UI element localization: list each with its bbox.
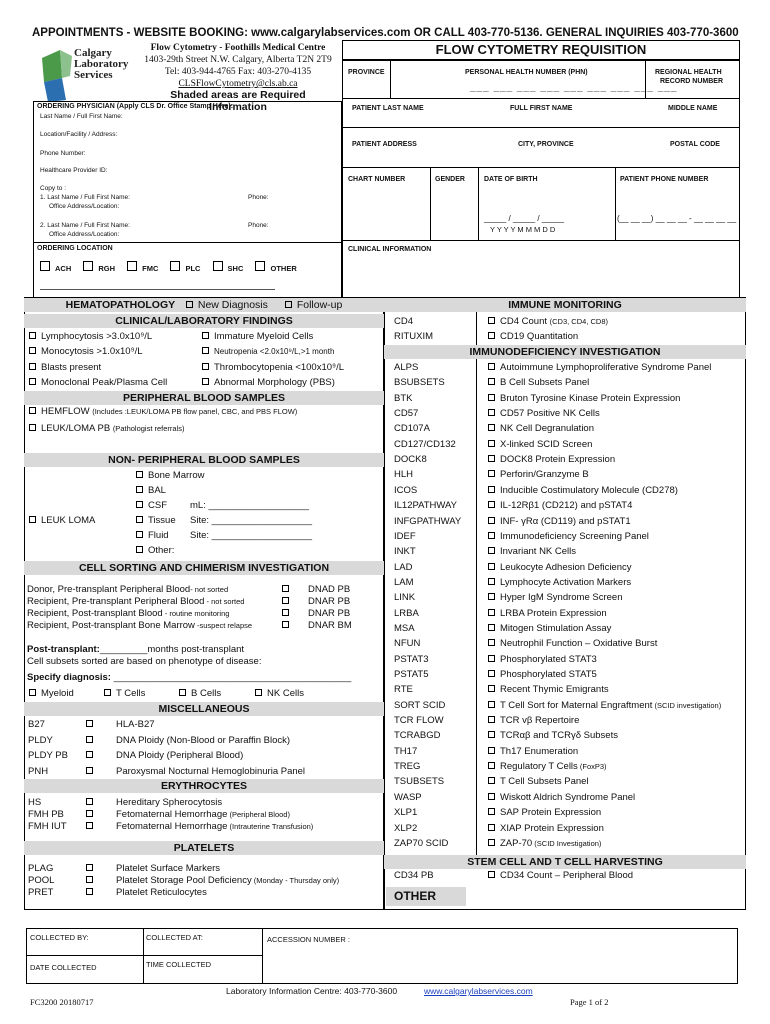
test-lrba[interactable]: LRBA Protein Expression (488, 608, 607, 620)
dob-label: DATE OF BIRTH (484, 176, 538, 183)
checkbox-icon[interactable] (488, 639, 495, 646)
npb-fluid[interactable]: Fluid (136, 530, 169, 542)
code-lad: LAD (394, 561, 413, 573)
code-pool: POOL (28, 875, 55, 886)
code-cd4: CD4 (394, 316, 414, 327)
middle-name-label: MIDDLE NAME (668, 105, 718, 112)
phn-label: PERSONAL HEALTH NUMBER (PHN) (465, 69, 588, 76)
checkbox-icon[interactable] (488, 701, 495, 708)
checkbox-icon[interactable] (488, 670, 495, 677)
checkbox-icon[interactable] (488, 578, 495, 585)
code-cd107a: CD107A (394, 423, 430, 435)
code-fmh-iut: FMH IUT (28, 821, 67, 832)
finding-neutropenia[interactable]: Neutropenia <2.0x10⁹/L,>1 month (202, 346, 334, 358)
npb-bone-marrow[interactable]: Bone Marrow (136, 470, 205, 482)
test-cd57[interactable]: CD57 Positive NK Cells (488, 408, 600, 420)
logo-mark-icon (40, 48, 74, 103)
sort-nk-cells[interactable]: NK Cells (255, 688, 304, 700)
other-label: OTHER (386, 887, 466, 906)
checkbox-icon[interactable] (86, 767, 93, 774)
code-lam: LAM (394, 576, 414, 588)
label-fmh-iut: Fetomaternal Hemorrhage (Intrauterine Transfusion) (116, 821, 314, 832)
finding-abnormal-morphology[interactable]: Abnormal Morphology (PBS) (202, 377, 335, 389)
test-msa[interactable]: Mitogen Stimulation Assay (488, 623, 611, 635)
code-hs: HS (28, 797, 42, 808)
ordering-location-label: ORDERING LOCATION (37, 245, 113, 252)
code-sort-scid: SORT SCID (394, 699, 446, 711)
npb-csf[interactable]: CSF (136, 500, 167, 512)
test-tcrabgd[interactable]: TCRαβ and TCRγδ Subsets (488, 730, 618, 742)
gender-label: GENDER (435, 176, 465, 183)
specify-diagnosis-field[interactable]: Specify diagnosis: _____________________________________________ (27, 672, 352, 683)
address-label: PATIENT ADDRESS (352, 141, 417, 148)
test-nfun[interactable]: Neutrophil Function – Oxidative Burst (488, 638, 657, 650)
code-lrba: LRBA (394, 607, 419, 619)
form-code: FC3200 20180717 (30, 997, 94, 1007)
test-sort-scid[interactable]: T Cell Sort for Maternal Engraftment (SCID investigation) (488, 700, 721, 712)
checkbox-icon[interactable] (488, 624, 495, 631)
test-lam[interactable]: Lymphocyte Activation Markers (488, 577, 631, 589)
location-ach[interactable]: ACH (40, 264, 71, 273)
checkbox-icon[interactable] (488, 470, 495, 477)
checkbox-icon[interactable] (86, 798, 93, 805)
dnar-pb-option[interactable]: DNAR PB (282, 596, 350, 608)
logo-line-2: Laboratory (74, 58, 129, 70)
cell-subsets-note: Cell subsets sorted are based on phenotype of disease: (27, 656, 262, 667)
test-zap70-scid[interactable]: ZAP-70 (SCID Investigation) (488, 838, 601, 850)
code-rituxim: RITUXIM (394, 331, 434, 342)
test-pool[interactable] (86, 875, 98, 887)
test-il12pathway[interactable]: IL-12Rβ1 (CD212) and pSTAT4 (488, 500, 632, 512)
physician-heading: ORDERING PHYSICIAN (Apply CLS Dr. Office Stamp Here): (37, 103, 234, 110)
code-idef: IDEF (394, 530, 416, 542)
code-hlh: HLH (394, 469, 414, 481)
checkbox-icon[interactable] (488, 716, 495, 723)
checkbox-icon[interactable] (488, 762, 495, 769)
lab-phone-fax: Tel: 403-944-4765 Fax: 403-270-4135 (164, 67, 312, 77)
logo-line-1: Calgary (74, 47, 112, 59)
lab-name: Flow Cytometry - Foothills Medical Centre (150, 43, 326, 53)
copy1-phone: Phone: (248, 194, 269, 201)
regional-label-2: RECORD NUMBER (660, 78, 723, 85)
code-th17: TH17 (394, 745, 418, 757)
npb-bal[interactable]: BAL (136, 485, 166, 497)
lab-info-centre: Laboratory Information Centre: 403-770-3600 (226, 986, 398, 996)
immunodeficiency-title: IMMUNODEFICIENCY INVESTIGATION (384, 345, 746, 359)
code-treg: TREG (394, 761, 421, 773)
sort-myeloid[interactable]: Myeloid (29, 688, 74, 700)
first-name-label: FULL FIRST NAME (510, 105, 573, 112)
sort-b-cells[interactable]: B Cells (179, 688, 221, 700)
collection-table (26, 928, 738, 984)
checkbox-icon[interactable] (488, 808, 495, 815)
code-tcrabgd: TCRABGD (394, 730, 441, 742)
code-cd127-cd132: CD127/CD132 (394, 438, 456, 450)
checkbox-icon[interactable] (488, 747, 495, 754)
finding-blasts[interactable]: Blasts present (29, 362, 101, 374)
code-cd34: CD34 PB (394, 870, 434, 881)
test-tcr-flow[interactable]: TCR vβ Repertoire (488, 715, 579, 727)
label-hs: Hereditary Spherocytosis (116, 797, 223, 808)
location-plc[interactable]: PLC (170, 264, 200, 273)
test-cd107a[interactable]: NK Cell Degranulation (488, 423, 594, 435)
code-wasp: WASP (394, 791, 422, 803)
test-inkt[interactable]: Invariant NK Cells (488, 546, 576, 558)
dnar-pb-post-option[interactable]: DNAR PB (282, 608, 350, 620)
checkbox-icon[interactable] (488, 455, 495, 462)
code-pstat5: PSTAT5 (394, 669, 429, 680)
checkbox-icon[interactable] (488, 363, 495, 370)
test-rte[interactable]: Recent Thymic Emigrants (488, 684, 609, 696)
checkbox-icon[interactable] (488, 593, 495, 600)
checkbox-icon[interactable] (488, 731, 495, 738)
test-hs[interactable] (86, 797, 98, 809)
code-xlp2: XLP2 (394, 822, 418, 834)
chart-number-label: CHART NUMBER (348, 176, 406, 183)
test-dock8[interactable]: DOCK8 Protein Expression (488, 454, 615, 466)
test-xlp1[interactable]: SAP Protein Expression (488, 807, 601, 819)
test-treg[interactable]: Regulatory T Cells (FoxP3) (488, 761, 607, 773)
test-fmh-pb[interactable] (86, 809, 98, 821)
code-pldy: PLDY (28, 734, 53, 746)
test-icos[interactable]: Inducible Costimulatory Molecule (CD278) (488, 485, 678, 497)
checkbox-icon[interactable] (488, 486, 495, 493)
copy2-office: Office Address/Location: (49, 231, 120, 238)
copy1-office: Office Address/Location: (49, 203, 120, 210)
code-inkt: INKT (394, 546, 416, 558)
checkbox-icon[interactable] (488, 501, 495, 508)
collected-at-label: COLLECTED AT: (146, 933, 203, 942)
location-shc[interactable]: SHC (213, 264, 244, 273)
code-rte: RTE (394, 684, 413, 696)
test-pldy-pb[interactable] (86, 750, 98, 762)
test-pret[interactable] (86, 887, 98, 899)
test-cd34[interactable]: CD34 Count – Peripheral Blood (488, 870, 633, 882)
checkbox-icon[interactable] (86, 720, 93, 727)
hemflow-option[interactable]: HEMFLOW (Includes :LEUK/LOMA PB flow panel, CBC, and PBS FLOW) (29, 406, 297, 418)
checkbox-icon[interactable] (488, 685, 495, 692)
code-dock8: DOCK8 (394, 454, 427, 466)
test-link[interactable]: Hyper IgM Syndrome Screen (488, 592, 623, 604)
checkbox-icon[interactable] (488, 532, 495, 539)
accession-label: ACCESSION NUMBER : (267, 935, 350, 944)
phone-format: (__ __ __) __ __ __ - __ __ __ __ (617, 214, 737, 223)
checkbox-icon[interactable] (488, 517, 495, 524)
cell-sorting-title: CELL SORTING AND CHIMERISM INVESTIGATION (24, 561, 384, 575)
checkbox-icon[interactable] (488, 824, 495, 831)
cls-logo (40, 48, 140, 103)
location-fmc[interactable]: FMC (127, 264, 158, 273)
code-pret: PRET (28, 887, 54, 898)
test-btk[interactable]: Bruton Tyrosine Kinase Protein Expression (488, 393, 680, 405)
checkbox-icon[interactable] (86, 864, 93, 871)
leuk-loma-option[interactable]: LEUK LOMA (29, 515, 95, 527)
lab-address: 1403-29th Street N.W. Calgary, Alberta T2N 2T9 (144, 55, 332, 65)
checkbox-icon[interactable] (488, 777, 495, 784)
code-pnh: PNH (28, 765, 49, 777)
physician-location-label: Location/Facility / Address: (40, 131, 118, 138)
copy2-phone: Phone: (248, 222, 269, 229)
test-cd19[interactable]: CD19 Quantitation (488, 331, 578, 343)
copy2-name: 2. Last Name / Full First Name: (40, 222, 130, 229)
logo-line-3: Services (74, 69, 113, 81)
code-infgpathway: INFGPATHWAY (394, 515, 462, 527)
chimerism-recipient-pre: Recipient, Pre-transplant Peripheral Blood - not sorted (27, 596, 245, 607)
checkbox-icon[interactable] (488, 424, 495, 431)
code-zap70-scid: ZAP70 SCID (394, 837, 449, 849)
clinical-info-label: CLINICAL INFORMATION (348, 246, 432, 253)
label-b27: HLA-B27 (116, 719, 155, 730)
code-icos: ICOS (394, 484, 418, 496)
immune-monitoring-title: IMMUNE MONITORING (384, 298, 746, 312)
test-b27[interactable] (86, 719, 98, 731)
test-cd4-count[interactable]: CD4 Count (CD3, CD4, CD8) (488, 316, 608, 328)
npb-tissue[interactable]: Tissue (136, 515, 176, 527)
location-other[interactable]: OTHER (255, 264, 296, 273)
provider-id-label: Healthcare Provider ID: (40, 167, 108, 174)
code-pstat3: PSTAT3 (394, 653, 429, 665)
chimerism-recipient-post-bm: Recipient, Post-transplant Bone Marrow -suspect relapse (27, 620, 253, 631)
checkbox-icon[interactable] (488, 409, 495, 416)
label-pldy-pb: DNA Ploidy (Peripheral Blood) (116, 750, 244, 761)
erythrocytes-title: ERYTHROCYTES (24, 779, 384, 793)
code-fmh-pb: FMH PB (28, 809, 64, 820)
code-pldy-pb: PLDY PB (28, 750, 68, 761)
label-plag: Platelet Surface Markers (116, 863, 221, 874)
dob-slashes: _____ / _____ / _____ (484, 214, 565, 223)
code-msa: MSA (394, 622, 415, 634)
physician-phone-label: Phone Number: (40, 150, 86, 157)
test-pldy[interactable] (86, 735, 98, 747)
collected-by-label: COLLECTED BY: (30, 933, 89, 942)
npb-other[interactable]: Other: (136, 545, 174, 557)
test-tsubsets[interactable]: T Cell Subsets Panel (488, 776, 589, 788)
hemato-title-bar: HEMATOPATHOLOGY New Diagnosis Follow-up (24, 298, 384, 312)
test-bsubsets[interactable]: B Cell Subsets Panel (488, 377, 589, 389)
misc-title: MISCELLANEOUS (24, 702, 384, 716)
lab-contact (140, 42, 336, 90)
chimerism-donor-pre: Donor, Pre-transplant Peripheral Blood- not sorted (27, 584, 229, 595)
follow-up-option[interactable]: Follow-up (285, 299, 343, 311)
test-alps[interactable]: Autoimmune Lymphoproliferative Syndrome Panel (488, 362, 711, 374)
label-pldy: DNA Ploidy (Non-Blood or Paraffin Block) (116, 734, 291, 746)
checkbox-icon[interactable] (488, 609, 495, 616)
checkbox-icon[interactable] (488, 440, 495, 447)
dob-format: Y Y Y Y M M M D D (490, 225, 556, 234)
label-pnh: Paroxysmal Nocturnal Hemoglobinuria Panel (116, 765, 306, 777)
pb-samples-title: PERIPHERAL BLOOD SAMPLES (24, 391, 384, 405)
platelets-title: PLATELETS (24, 841, 384, 855)
new-diagnosis-option[interactable]: New Diagnosis (186, 299, 268, 311)
test-idef[interactable]: Immunodeficiency Screening Panel (488, 531, 649, 543)
test-plag[interactable] (86, 863, 98, 875)
code-cd57: CD57 (394, 408, 419, 420)
tissue-site-field[interactable]: Site: ___________________ (190, 515, 313, 526)
fluid-site-field[interactable]: Site: ___________________ (190, 530, 313, 541)
last-name-label: PATIENT LAST NAME (352, 105, 424, 112)
page-number: Page 1 of 2 (570, 997, 609, 1007)
finding-monocytosis[interactable]: Monocytosis >1.0x10⁹/L (29, 346, 143, 358)
test-pstat3[interactable]: Phosphorylated STAT3 (488, 654, 597, 666)
test-xlp2[interactable]: XIAP Protein Expression (488, 823, 604, 835)
test-fmh-iut[interactable] (86, 821, 98, 833)
copy1-name: 1. Last Name / Full First Name: (40, 194, 130, 201)
finding-immature-myeloid[interactable]: Immature Myeloid Cells (202, 331, 313, 343)
finding-monoclonal[interactable]: Monoclonal Peak/Plasma Cell (29, 377, 167, 389)
date-collected-label: DATE COLLECTED (30, 963, 97, 972)
code-tsubsets: TSUBSETS (394, 776, 445, 788)
patient-phone-label: PATIENT PHONE NUMBER (620, 176, 709, 183)
code-nfun: NFUN (394, 638, 421, 650)
checkbox-icon[interactable] (86, 736, 93, 743)
checkbox-icon[interactable] (488, 563, 495, 570)
stem-cell-title: STEM CELL AND T CELL HARVESTING (384, 855, 746, 869)
test-wasp[interactable]: Wiskott Aldrich Syndrome Panel (488, 792, 635, 804)
code-xlp1: XLP1 (394, 807, 418, 819)
post-transplant-field[interactable]: Post-transplant:_________months post-transplant (27, 644, 245, 655)
test-hlh[interactable]: Perforin/Granzyme B (488, 469, 589, 481)
code-btk: BTK (394, 392, 413, 404)
checkbox-icon[interactable] (488, 547, 495, 554)
label-pret: Platelet Reticulocytes (116, 887, 207, 898)
code-il12pathway: IL12PATHWAY (394, 500, 457, 512)
checkbox-icon[interactable] (86, 888, 93, 895)
dnar-bm-option[interactable]: DNAR BM (282, 620, 352, 632)
test-lad[interactable]: Leukocyte Adhesion Deficiency (488, 562, 632, 574)
code-plag: PLAG (28, 863, 54, 874)
time-collected-label: TIME COLLECTED (146, 960, 212, 969)
checkbox-icon[interactable] (488, 378, 495, 385)
physician-name-label: Last Name / Full First Name: (40, 113, 123, 120)
lab-email[interactable]: CLSFlowCytometry@cls.ab.ca (178, 79, 298, 89)
code-link: LINK (394, 592, 416, 604)
code-tcr-flow: TCR FLOW (394, 715, 444, 727)
checkbox-icon[interactable] (86, 810, 93, 817)
copy-to-label: Copy to : (40, 185, 67, 192)
location-rgh[interactable]: RGH (83, 264, 115, 273)
regional-label-1: REGIONAL HEALTH (655, 69, 722, 76)
sort-t-cells[interactable]: T Cells (104, 688, 145, 700)
booking-line: APPOINTMENTS - WEBSITE BOOKING: www.calgarylabservices.com OR CALL 403-770-5136. GENERAL INQUIRIES 403-770-3600 (32, 27, 739, 39)
code-alps: ALPS (394, 362, 419, 373)
website-link[interactable]: www.calgarylabservices.com (424, 986, 533, 996)
npb-samples-title: NON- PERIPHERAL BLOOD SAMPLES (24, 453, 384, 467)
code-bsubsets: BSUBSETS (394, 377, 445, 389)
location-options (40, 261, 297, 273)
test-pstat5[interactable]: Phosphorylated STAT5 (488, 669, 597, 681)
leukloma-pb-option[interactable]: LEUK/LOMA PB (Pathologist referrals) (29, 423, 185, 435)
province-label: PROVINCE (348, 69, 385, 76)
checkbox-icon[interactable] (488, 839, 495, 846)
finding-thrombocytopenia[interactable]: Thrombocytopenia <100x10⁹/L (202, 362, 344, 374)
test-th17[interactable]: Th17 Enumeration (488, 746, 578, 758)
label-pool: Platelet Storage Pool Deficiency (Monday - Thursday only) (116, 875, 340, 886)
dnad-pb-option[interactable]: DNAD PB (282, 584, 350, 596)
checkbox-icon[interactable] (86, 751, 93, 758)
checkbox-icon[interactable] (488, 655, 495, 662)
postal-label: POSTAL CODE (670, 141, 720, 148)
city-label: CITY, PROVINCE (518, 141, 574, 148)
clinical-findings-title: CLINICAL/LABORATORY FINDINGS (24, 314, 384, 328)
test-pnh[interactable] (86, 766, 98, 778)
label-fmh-pb: Fetomaternal Hemorrhage (Peripheral Blood) (116, 809, 290, 820)
checkbox-icon[interactable] (488, 793, 495, 800)
test-infgpathway[interactable]: INF- γRα (CD119) and pSTAT1 (488, 516, 631, 528)
checkbox-icon[interactable] (86, 876, 93, 883)
form-title: FLOW CYTOMETRY REQUISITION (342, 40, 740, 60)
finding-lymphocytosis[interactable]: Lymphocytosis >3.0x10⁹/L (29, 331, 152, 343)
checkbox-icon[interactable] (488, 394, 495, 401)
checkbox-icon[interactable] (86, 822, 93, 829)
test-cd127-cd132[interactable]: X-linked SCID Screen (488, 439, 592, 451)
csf-ml-field[interactable]: mL: ___________________ (190, 500, 309, 511)
shaded-note: Shaded areas are Required Information (170, 89, 306, 113)
chimerism-recipient-post-blood: Recipient, Post-transplant Blood - routine monitoring (27, 608, 230, 619)
code-b27: B27 (28, 719, 45, 730)
